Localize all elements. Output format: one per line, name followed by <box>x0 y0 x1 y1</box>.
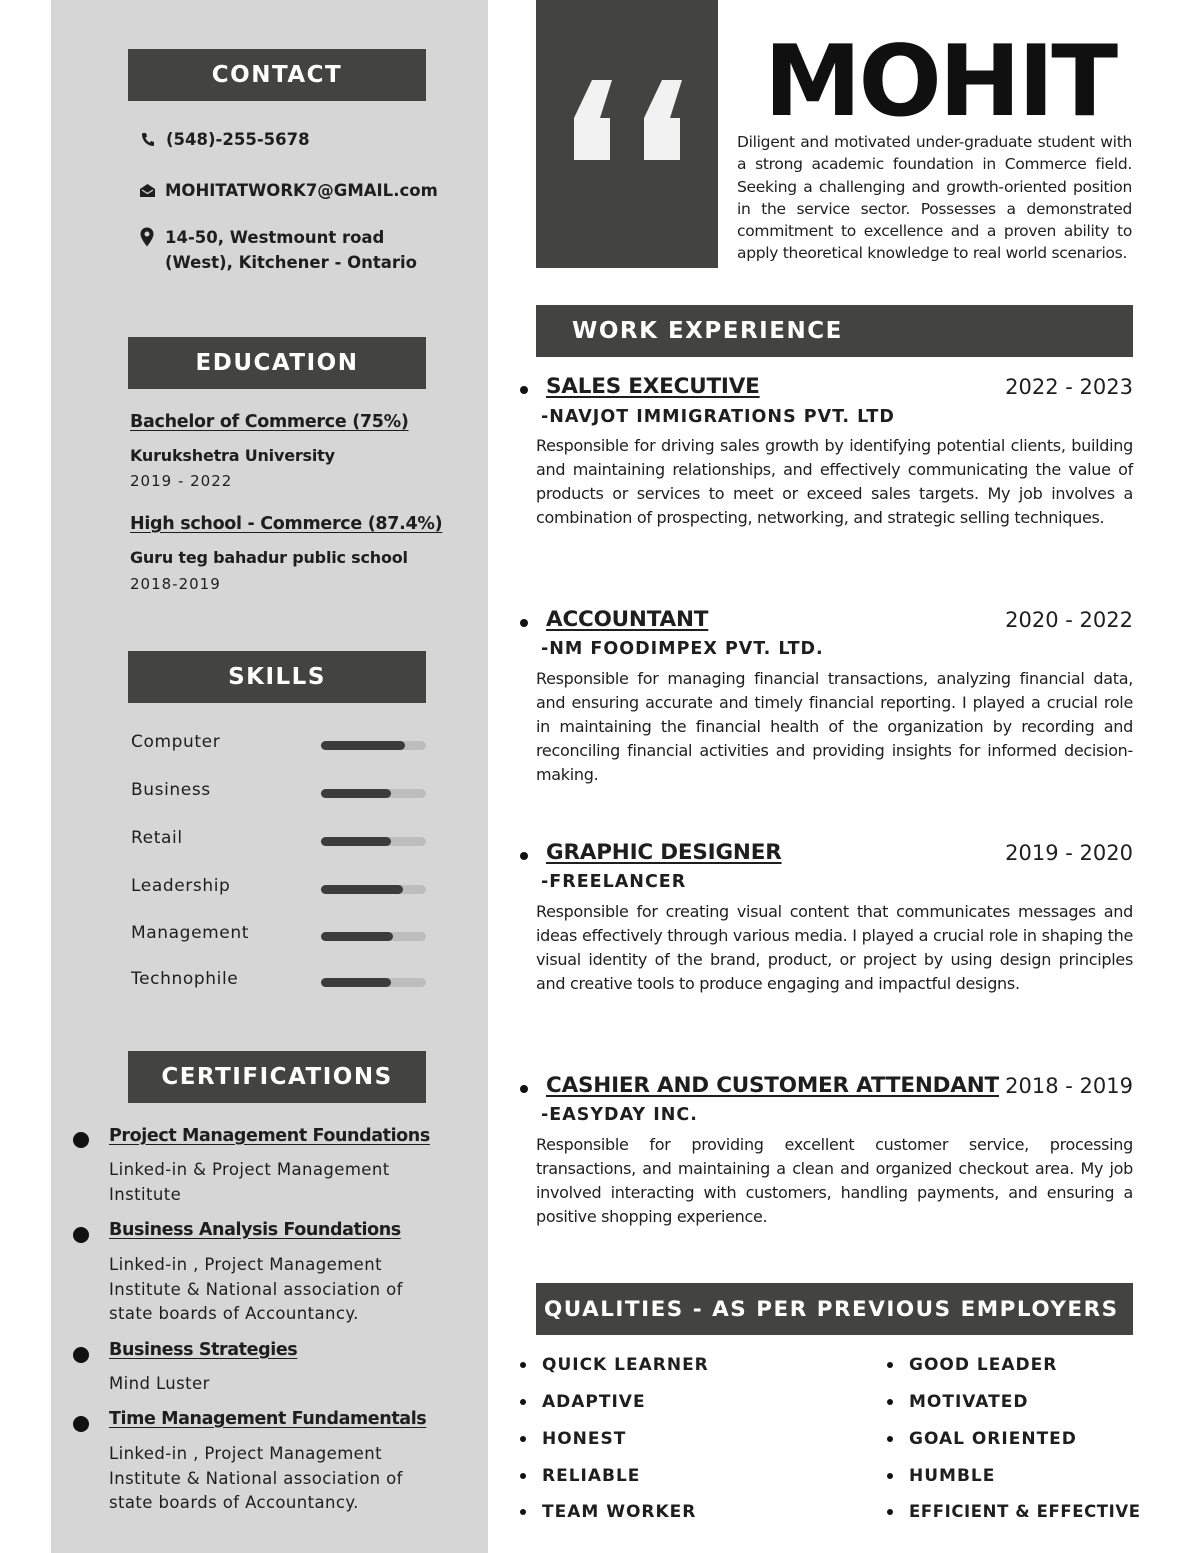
candidate-name: MOHIT <box>764 25 1116 139</box>
certification-title: Business Strategies <box>109 1340 298 1360</box>
quality-item <box>520 1466 640 1486</box>
qualities-heading: QUALITIES - AS PER PREVIOUS EMPLOYERS <box>536 1283 1133 1335</box>
certification-issuer: Mind Luster <box>109 1374 210 1393</box>
job-years: 2020 - 2022 <box>1005 608 1133 632</box>
bullet-icon <box>887 1473 893 1479</box>
skill-label: Management <box>131 923 249 943</box>
bullet-icon <box>520 1362 526 1368</box>
contact-email <box>137 181 438 200</box>
profile-summary: Diligent and motivated under-graduate student with a strong academic foundation in Commerce field. Seeking a challenging and growth-oriented position in the service sector. Possesses a demonstrated commitment to excellence and a proven ability to apply theoretical knowledge to real world scenarios. <box>737 133 1132 263</box>
job-title: GRAPHIC DESIGNER <box>546 840 782 865</box>
bullet-icon <box>73 1347 89 1363</box>
job-company: -NM FOODIMPEX PVT. LTD. <box>541 639 824 659</box>
job-title: CASHIER AND CUSTOMER ATTENDANT <box>546 1073 999 1098</box>
skill-bar-fill <box>321 978 391 987</box>
bullet-icon <box>520 1509 526 1515</box>
contact-address <box>137 226 417 275</box>
bullet-icon <box>520 1085 528 1093</box>
skill-retail <box>131 828 427 852</box>
quality-label: RELIABLE <box>542 1466 641 1486</box>
job-description: Responsible for creating visual content that communicates messages and ideas effectively through various media. I played a crucial role in shaping the visual identity of the brand, product, or project by using design principles and creative tools to produce engaging and impactful designs. <box>536 902 1133 993</box>
quality-label: GOAL ORIENTED <box>909 1429 1077 1449</box>
bullet-icon <box>73 1416 89 1432</box>
bullet-icon <box>520 852 528 860</box>
certifications-heading: CERTIFICATIONS <box>128 1051 426 1103</box>
education-years-2: 2018-2019 <box>130 575 221 593</box>
bullet-icon <box>887 1362 893 1368</box>
quality-label: HUMBLE <box>909 1466 996 1486</box>
bullet-icon <box>887 1399 893 1405</box>
job-company: -NAVJOT IMMIGRATIONS PVT. LTD <box>541 407 895 427</box>
phone-icon <box>138 130 158 148</box>
job-description: Responsible for providing excellent customer service, processing transactions, and maintaining a clean and organized checkout area. My job involved interacting with customers, handling payments, and ensuring a positive shopping experience. <box>536 1135 1133 1226</box>
skill-bar <box>321 789 426 798</box>
work-experience-heading: WORK EXPERIENCE <box>536 305 1133 357</box>
envelope-icon <box>137 181 157 199</box>
map-pin-icon <box>137 226 157 248</box>
bullet-icon <box>887 1436 893 1442</box>
education-heading: EDUCATION <box>128 337 426 389</box>
bullet-icon <box>520 619 528 627</box>
skill-bar <box>321 837 426 846</box>
skill-label: Computer <box>131 732 221 752</box>
skill-bar <box>321 741 426 750</box>
skill-bar-fill <box>321 885 403 894</box>
certification-issuer: Linked-in , Project Management Institute & National association of state boards of Accountancy. <box>109 1444 403 1512</box>
address-line-2: (West), Kitchener - Ontario <box>165 252 417 272</box>
contact-heading: CONTACT <box>128 49 426 101</box>
skill-label: Business <box>131 780 211 800</box>
quality-item <box>520 1502 696 1522</box>
quality-label: ADAPTIVE <box>542 1392 646 1412</box>
job-years: 2022 - 2023 <box>1005 375 1133 399</box>
bullet-icon <box>73 1132 89 1148</box>
contact-phone <box>138 130 310 149</box>
job-years: 2019 - 2020 <box>1005 841 1133 865</box>
quality-label: TEAM WORKER <box>542 1502 697 1522</box>
bullet-icon <box>73 1227 89 1243</box>
skill-technophile <box>131 969 427 993</box>
bullet-icon <box>520 1473 526 1479</box>
quality-item <box>887 1392 1028 1412</box>
phone-number[interactable]: (548)-255-5678 <box>166 130 310 149</box>
address-line-1: 14-50, Westmount road <box>165 228 385 247</box>
education-school-1: Kurukshetra University <box>130 446 335 465</box>
quality-item <box>887 1502 1141 1521</box>
skill-label: Leadership <box>131 876 231 896</box>
skill-label: Retail <box>131 828 183 848</box>
certification-title: Time Management Fundamentals <box>109 1409 427 1429</box>
quality-item <box>520 1392 646 1412</box>
job-company: -EASYDAY INC. <box>541 1105 698 1125</box>
skill-computer <box>131 732 427 756</box>
job-title: ACCOUNTANT <box>546 607 709 632</box>
job-years: 2018 - 2019 <box>1005 1074 1133 1098</box>
skill-bar-fill <box>321 789 391 798</box>
job-description: Responsible for driving sales growth by identifying potential clients, building and maintaining relationships, and effectively communicating the value of products or services to meet or exceed sales targets. My job involves a combination of prospecting, networking, and strategic selling techniques. <box>536 436 1133 527</box>
skill-management <box>131 923 427 947</box>
skill-bar-fill <box>321 741 405 750</box>
quality-item <box>520 1429 626 1449</box>
skill-bar <box>321 932 426 941</box>
certification-title: Business Analysis Foundations <box>109 1220 401 1240</box>
quality-label: GOOD LEADER <box>909 1355 1058 1375</box>
bullet-icon <box>520 386 528 394</box>
quote-icon <box>536 0 718 268</box>
skill-label: Technophile <box>131 969 239 989</box>
education-years-1: 2019 - 2022 <box>130 472 233 490</box>
skill-leadership <box>131 876 427 900</box>
certification-issuer: Linked-in & Project Management Institute <box>109 1160 390 1204</box>
education-degree-1: Bachelor of Commerce (75%) <box>130 412 409 432</box>
quality-item <box>887 1355 1057 1375</box>
address-text <box>165 226 417 275</box>
skill-bar <box>321 885 426 894</box>
bullet-icon <box>887 1509 893 1515</box>
quality-label: HONEST <box>542 1429 627 1449</box>
job-company: -FREELANCER <box>541 872 687 892</box>
bullet-icon <box>520 1399 526 1405</box>
skill-bar-fill <box>321 932 393 941</box>
bullet-icon <box>520 1436 526 1442</box>
certification-title: Project Management Foundations <box>109 1126 430 1146</box>
quality-label: EFFICIENT & EFFECTIVE <box>909 1502 1141 1521</box>
quality-item <box>887 1429 1077 1449</box>
education-degree-2: High school - Commerce (87.4%) <box>130 514 443 534</box>
job-title: SALES EXECUTIVE <box>546 374 760 399</box>
quality-item <box>887 1466 995 1486</box>
skills-heading: SKILLS <box>128 651 426 703</box>
email-address[interactable]: MOHITATWORK7@GMAIL.com <box>165 181 438 200</box>
education-school-2: Guru teg bahadur public school <box>130 548 408 567</box>
skill-business <box>131 780 427 804</box>
job-description: Responsible for managing financial transactions, analyzing financial data, and ensuring accurate and timely financial reporting. I played a crucial role in maintaining the financial health of the organization by recording and reconciling financial activities and providing insights for informed decision-making. <box>536 669 1133 784</box>
quality-label: MOTIVATED <box>909 1392 1029 1412</box>
quote-block <box>536 0 718 268</box>
quality-label: QUICK LEARNER <box>542 1355 709 1375</box>
skill-bar-fill <box>321 837 391 846</box>
skill-bar <box>321 978 426 987</box>
certification-issuer: Linked-in , Project Management Institute & National association of state boards of Accountancy. <box>109 1255 403 1323</box>
quality-item <box>520 1355 709 1375</box>
